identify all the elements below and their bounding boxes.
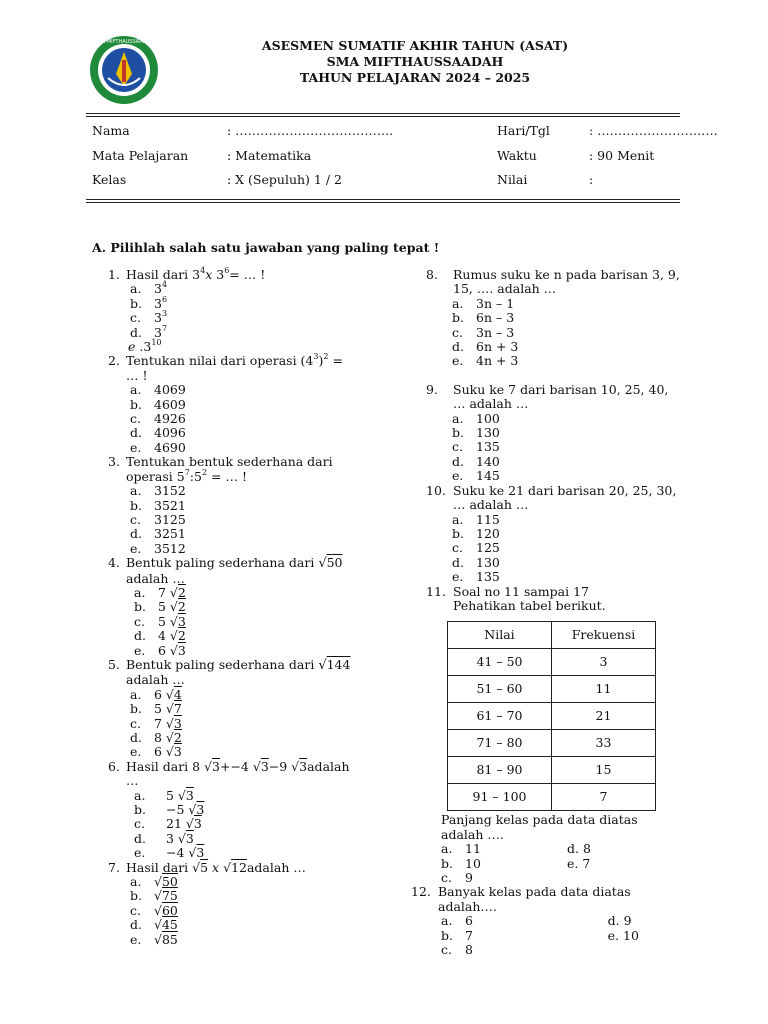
mapel-label: Mata Pelajaran [92, 148, 189, 163]
table-cell: 3 [552, 649, 656, 676]
table-row [448, 730, 656, 757]
option[interactable]: b. −5 √3 [134, 802, 205, 818]
table-cell: 61 – 70 [448, 703, 552, 730]
option[interactable]: b. 5 √7 [130, 701, 182, 717]
option[interactable]: a. 4069 [130, 382, 186, 398]
table-cell: 51 – 60 [448, 676, 552, 703]
option[interactable]: e. 6 √3 [134, 642, 186, 658]
option[interactable]: b. 3521 [130, 497, 186, 513]
table-cell: 81 – 90 [448, 757, 552, 784]
table-row [448, 757, 656, 784]
table-cell: 91 – 100 [448, 784, 552, 811]
option[interactable]: b. 130 [452, 425, 500, 441]
option[interactable]: a. 6 [441, 913, 473, 929]
option[interactable]: c. 21 √3 [134, 816, 202, 832]
question-11: 11. Soal no 11 sampai 17 Pehatikan tabel berikut. [426, 583, 606, 613]
option[interactable]: a. 6 √4 [130, 686, 182, 702]
question-10: 10. Suku ke 21 dari barisan 20, 25, 30, … adalah … [426, 482, 677, 513]
header-year: TAHUN PELAJARAN 2024 – 2025 [299, 70, 531, 85]
option[interactable]: c. 125 [452, 540, 500, 556]
nama-label: Nama [92, 123, 130, 138]
option[interactable]: b. $3^6$ [130, 294, 168, 311]
option[interactable]: d. 6n + 3 [452, 339, 519, 355]
question-6: 6. Hasil dari 8 √3+−4 √3−9 √3adalah … [108, 758, 350, 789]
question-11-prompt: Panjang kelas pada data diatas adalah …. [441, 812, 638, 842]
table-cell: 11 [552, 676, 656, 703]
option[interactable]: a. $3^4$ [130, 280, 168, 297]
option[interactable]: d. 4 √2 [134, 628, 186, 644]
question-1: 1. Hasil dari $3^4x$ $3^6=$ … ! [108, 266, 266, 282]
school-logo [88, 34, 160, 106]
kelas-value: : X (Sepuluh) 1 / 2 [227, 172, 342, 187]
option[interactable]: c. 8 [441, 942, 473, 957]
option[interactable]: e. 6 √3 [130, 744, 182, 760]
option[interactable]: b. 120 [452, 525, 500, 541]
option[interactable]: b. 5 √2 [134, 599, 186, 615]
section-a-title: A. Pilihlah salah satu jawaban yang paling tepat ! [92, 240, 440, 255]
option[interactable]: d. 3 √3 [134, 830, 194, 846]
table-row [448, 784, 656, 811]
question-9: 9. Suku ke 7 dari barisan 10, 25, 40, … adalah … [426, 381, 669, 412]
table-cell: 7 [552, 784, 656, 811]
left-column [108, 268, 398, 947]
info-divider-thin [86, 202, 680, 203]
header-title: ASESMEN SUMATIF AKHIR TAHUN (ASAT) [261, 38, 569, 53]
option[interactable]: c. 3125 [130, 511, 186, 527]
header-divider-thin [86, 116, 680, 117]
option[interactable]: e. 4n + 3 [452, 353, 519, 369]
waktu-value: : 90 Menit [589, 148, 655, 163]
option[interactable]: c. 135 [452, 439, 500, 455]
question-5: 5. Bentuk paling sederhana dari √144 adalah … [108, 656, 351, 688]
option[interactable]: c. √60 [130, 902, 178, 918]
option[interactable]: a. 3n – 1 [452, 295, 515, 311]
table-row [448, 676, 656, 703]
option[interactable]: a. 11 [441, 841, 481, 857]
option[interactable]: b. 6n – 3 [452, 310, 515, 326]
option[interactable]: e. 3512 [130, 540, 186, 556]
waktu-label: Waktu [497, 148, 537, 163]
header-school: SMA MIFTHAUSSAADAH [326, 54, 504, 69]
question-4: 4. Bentuk paling sederhana dari √50 adalah … [108, 555, 343, 586]
option[interactable]: a. 5 √3 [134, 787, 194, 803]
info-divider [86, 199, 680, 200]
table-cell: 71 – 80 [448, 730, 552, 757]
option[interactable]: a. 7 √2 [134, 584, 186, 600]
right-column [411, 267, 706, 957]
option[interactable]: e. √85 [130, 931, 178, 947]
option[interactable]: b. 4609 [130, 396, 186, 412]
kelas-label: Kelas [92, 172, 127, 187]
option[interactable]: d. 3251 [130, 526, 186, 542]
question-2: 2. Tentukan nilai dari operasi $(4^3)^2$ = … ! [108, 352, 343, 383]
hari-label: Hari/Tgl [497, 123, 550, 138]
table-cell: 15 [552, 757, 656, 784]
option[interactable]: e. 10 [607, 927, 639, 943]
hari-field[interactable]: : …………………….…. [589, 123, 718, 138]
svg-text:SMA MIFTHAUSSAADAH: SMA MIFTHAUSSAADAH [94, 39, 154, 45]
table-cell: 41 – 50 [448, 649, 552, 676]
nilai-field[interactable]: : [589, 172, 594, 187]
table-cell: 21 [552, 703, 656, 730]
option[interactable]: d. 140 [452, 453, 500, 469]
mapel-value: : Matematika [227, 148, 312, 163]
option[interactable]: a. √50 [130, 874, 178, 890]
option[interactable]: e. 7 [567, 855, 591, 871]
frequency-table [447, 621, 656, 811]
option[interactable]: d. 9 [607, 913, 632, 929]
option[interactable]: b. 7 [441, 927, 473, 943]
exam-header [240, 38, 590, 86]
table-row [448, 703, 656, 730]
question-3: 3. Tentukan bentuk sederhana dari operasi $5^7:5^2$ = … ! [108, 454, 333, 484]
option[interactable]: b. √75 [130, 888, 178, 904]
option[interactable]: e. 135 [452, 569, 500, 585]
option[interactable]: c. 7 √3 [130, 715, 182, 731]
option[interactable]: a. 115 [452, 511, 500, 527]
option[interactable]: e. −4 √3 [134, 845, 205, 861]
option[interactable]: c. 4926 [130, 411, 186, 427]
nama-field[interactable]: : ……………………………….. [227, 123, 394, 138]
table-row [448, 649, 656, 676]
table-header: Frekuensi [552, 622, 656, 649]
option[interactable]: e. 4690 [130, 439, 186, 455]
option[interactable]: c. 9 [441, 869, 473, 885]
option[interactable]: a. 100 [452, 410, 500, 426]
option[interactable]: d. 8 [567, 841, 591, 857]
option[interactable]: c. 3n – 3 [452, 324, 515, 340]
option[interactable]: d. 130 [452, 554, 500, 570]
header-divider [86, 113, 680, 114]
nilai-label: Nilai [497, 172, 528, 187]
table-cell: 33 [552, 730, 656, 757]
question-12: 12. Banyak kelas pada data diatas adalah…. [411, 884, 631, 914]
option[interactable]: b. 10 [441, 855, 481, 871]
option[interactable]: d. $3^7$ [130, 323, 168, 340]
option[interactable]: c. 5 √3 [134, 613, 186, 629]
table-header: Nilai [448, 622, 552, 649]
option[interactable]: e $.3^{10}$ [128, 338, 162, 355]
question-7: 7. Hasil dari √5 x √12adalah … [108, 859, 306, 875]
question-8: 8. Rumus suku ke n pada barisan 3, 9, 15, …. adalah … [426, 267, 680, 297]
option[interactable]: a. 3152 [130, 483, 186, 499]
option[interactable]: d. √45 [130, 917, 178, 933]
option[interactable]: e. 145 [452, 468, 500, 484]
option[interactable]: d. 4096 [130, 425, 186, 441]
option[interactable]: d. 8 √2 [130, 730, 182, 745]
option[interactable]: c. $3^3$ [130, 309, 168, 326]
